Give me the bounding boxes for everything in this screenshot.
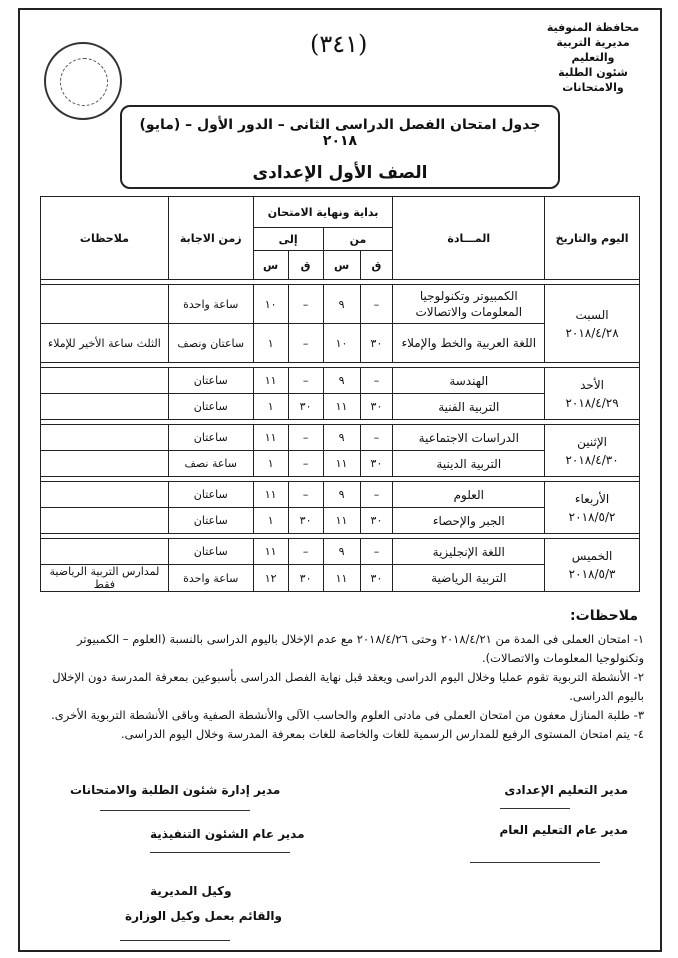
to-s-cell: ١١ bbox=[253, 425, 288, 451]
signature-mark bbox=[100, 810, 250, 811]
header-to-s: س bbox=[253, 251, 288, 280]
duration-cell: ساعتان bbox=[168, 508, 253, 534]
from-q-cell: ٣٠ bbox=[360, 394, 393, 420]
duration-cell: ساعة نصف bbox=[168, 451, 253, 477]
day-date: ٢٠١٨/٥/٣ bbox=[568, 567, 616, 581]
header-day: اليوم والتاريخ bbox=[545, 197, 640, 280]
to-q-cell: – bbox=[288, 425, 323, 451]
subject-cell: التربية الدينية bbox=[393, 451, 545, 477]
page-number: (٣٤١) bbox=[310, 30, 368, 58]
from-q-cell: – bbox=[360, 285, 393, 324]
from-q-cell: ٣٠ bbox=[360, 565, 393, 592]
from-q-cell: – bbox=[360, 425, 393, 451]
emblem-icon bbox=[44, 42, 122, 120]
duration-cell: ساعة واحدة bbox=[168, 565, 253, 592]
from-q-cell: – bbox=[360, 539, 393, 565]
directorate-name: مديرية التربية والتعليم bbox=[556, 36, 630, 64]
subject-cell: العلوم bbox=[393, 482, 545, 508]
table-row bbox=[41, 285, 640, 324]
to-q-cell: ٣٠ bbox=[288, 394, 323, 420]
notes-cell bbox=[41, 285, 169, 324]
notes-cell bbox=[41, 451, 169, 477]
day-date: ٢٠١٨/٤/٢٩ bbox=[565, 395, 619, 410]
day-cell bbox=[545, 482, 640, 534]
to-s-cell: ١ bbox=[253, 451, 288, 477]
to-q-cell: – bbox=[288, 451, 323, 477]
day-cell bbox=[545, 368, 640, 420]
notes-title: ملاحظات: bbox=[570, 608, 638, 624]
sig-students-affairs: مدير إدارة شئون الطلبة والامتحانات bbox=[70, 783, 281, 797]
day-date: ٢٠١٨/٤/٣٠ bbox=[565, 452, 619, 467]
day-name: الأربعاء bbox=[574, 491, 610, 506]
sig-exec-director: مدير عام الشئون التنفيذية bbox=[150, 827, 305, 841]
duration-cell: ساعتان bbox=[168, 394, 253, 420]
day-cell bbox=[545, 539, 640, 592]
header-from-q: ق bbox=[360, 251, 393, 280]
note-item: ٢- الأنشطة التربوية تقوم عمليا وخلال اليوم الدراسى ويعقد قبل نهاية الفصل الدراسى بأسبوعين بمعرفة المدرسة دون الإخلال باليوم الدراسى. bbox=[52, 670, 644, 703]
from-s-cell: ٩ bbox=[323, 482, 360, 508]
header-start-end: بداية ونهاية الامتحان bbox=[253, 197, 393, 228]
day-cell bbox=[545, 285, 640, 363]
subject-cell: اللغة الإنجليزية bbox=[393, 539, 545, 565]
sig-deputy-minister: والقائم بعمل وكيل الوزارة bbox=[125, 909, 282, 923]
to-q-cell: – bbox=[288, 285, 323, 324]
header-to: إلى bbox=[253, 228, 323, 251]
schedule-body bbox=[41, 280, 640, 592]
subject-cell: الكمبيوتر وتكنولوجيا المعلومات والاتصالات bbox=[393, 285, 545, 324]
subject-cell: التربية الفنية bbox=[393, 394, 545, 420]
from-s-cell: ١١ bbox=[323, 508, 360, 534]
header-to-q: ق bbox=[288, 251, 323, 280]
subject-cell: الدراسات الاجتماعية bbox=[393, 425, 545, 451]
from-q-cell: – bbox=[360, 368, 393, 394]
signature-mark bbox=[500, 808, 570, 809]
ministry-header bbox=[538, 20, 648, 95]
signature-mark bbox=[470, 862, 600, 863]
sig-deputy: وكيل المديرية bbox=[150, 884, 232, 898]
from-s-cell: ١١ bbox=[323, 451, 360, 477]
day-name: السبت bbox=[575, 307, 609, 322]
from-s-cell: ٩ bbox=[323, 368, 360, 394]
day-date: ٢٠١٨/٥/٢ bbox=[568, 509, 616, 524]
notes-cell: لمدارس التربية الرياضية فقط bbox=[41, 565, 169, 592]
from-s-cell: ١١ bbox=[323, 394, 360, 420]
day-cell bbox=[545, 425, 640, 477]
to-q-cell: – bbox=[288, 482, 323, 508]
to-s-cell: ١ bbox=[253, 324, 288, 363]
to-s-cell: ١١ bbox=[253, 539, 288, 565]
notes-cell: الثلث ساعة الأخير للإملاء bbox=[41, 324, 169, 363]
to-q-cell: – bbox=[288, 539, 323, 565]
from-s-cell: ١١ bbox=[323, 565, 360, 592]
from-s-cell: ٩ bbox=[323, 285, 360, 324]
day-name: الأحد bbox=[580, 377, 605, 392]
duration-cell: ساعتان bbox=[168, 425, 253, 451]
sig-prep-director: مدير التعليم الإعدادى bbox=[504, 783, 628, 797]
subject-cell: الهندسة bbox=[393, 368, 545, 394]
from-q-cell: ٣٠ bbox=[360, 508, 393, 534]
to-s-cell: ١٠ bbox=[253, 285, 288, 324]
to-s-cell: ١ bbox=[253, 394, 288, 420]
notes-cell bbox=[41, 539, 169, 565]
from-s-cell: ٩ bbox=[323, 425, 360, 451]
table-row bbox=[41, 425, 640, 451]
duration-cell: ساعتان ونصف bbox=[168, 324, 253, 363]
table-row bbox=[41, 539, 640, 565]
duration-cell: ساعتان bbox=[168, 539, 253, 565]
subject-cell: اللغة العربية والخط والإملاء bbox=[393, 324, 545, 363]
to-q-cell: ٣٠ bbox=[288, 565, 323, 592]
exam-schedule-table bbox=[40, 196, 640, 592]
duration-cell: ساعتان bbox=[168, 482, 253, 508]
day-date: ٢٠١٨/٤/٢٨ bbox=[565, 325, 619, 340]
grade-title: الصف الأول الإعدادى bbox=[252, 163, 428, 183]
to-q-cell: – bbox=[288, 324, 323, 363]
note-item: ١- امتحان العملى فى المدة من ٢٠١٨/٤/٢١ وحتى ٢٠١٨/٤/٢٦ مع عدم الإخلال باليوم الدراسى بالنسبة (العلوم – الكمبيوتر وتكنولوجيا المعلومات والاتصالات). bbox=[77, 632, 644, 665]
exam-title: جدول امتحان الفصل الدراسى الثانى – الدور الأول – (مايو) ٢٠١٨ bbox=[139, 117, 541, 149]
from-q-cell: ٣٠ bbox=[360, 451, 393, 477]
header-duration: زمن الاجابة bbox=[168, 197, 253, 280]
department-name: شئون الطلبة والامتحانات bbox=[558, 66, 628, 94]
to-s-cell: ١١ bbox=[253, 368, 288, 394]
notes-cell bbox=[41, 482, 169, 508]
subject-cell: الجبر والإحصاء bbox=[393, 508, 545, 534]
to-q-cell: ٣٠ bbox=[288, 508, 323, 534]
notes-cell bbox=[41, 508, 169, 534]
header-subject: المـــادة bbox=[393, 197, 545, 280]
title-box bbox=[120, 105, 560, 189]
duration-cell: ساعة واحدة bbox=[168, 285, 253, 324]
table-row bbox=[41, 482, 640, 508]
from-s-cell: ٩ bbox=[323, 539, 360, 565]
signature-mark bbox=[150, 852, 290, 853]
note-item: ٤- يتم امتحان المستوى الرفيع للمدارس الرسمية للغات والخاصة للغات بمعرفة المدرسة وخلال اليوم الدراسى. bbox=[120, 727, 644, 741]
header-from: من bbox=[323, 228, 393, 251]
to-s-cell: ١٢ bbox=[253, 565, 288, 592]
table-row bbox=[41, 368, 640, 394]
day-name: الخميس bbox=[571, 549, 613, 563]
notes-cell bbox=[41, 368, 169, 394]
sig-general-director: مدير عام التعليم العام bbox=[499, 823, 628, 837]
subject-cell: التربية الرياضية bbox=[393, 565, 545, 592]
day-name: الإثنين bbox=[577, 434, 608, 449]
to-q-cell: – bbox=[288, 368, 323, 394]
notes-cell bbox=[41, 425, 169, 451]
from-q-cell: – bbox=[360, 482, 393, 508]
governorate-name: محافظة المنوفية bbox=[546, 21, 640, 34]
notes-list bbox=[36, 630, 644, 744]
note-item: ٣- طلبة المنازل معفون من امتحان العملى فى مادتى العلوم والحاسب الآلى والأنشطة الصفية وباقى الأنشطة التربوية الأخرى. bbox=[51, 708, 644, 722]
signature-mark bbox=[120, 940, 230, 941]
to-s-cell: ١ bbox=[253, 508, 288, 534]
from-s-cell: ١٠ bbox=[323, 324, 360, 363]
header-notes: ملاحظات bbox=[41, 197, 169, 280]
from-q-cell: ٣٠ bbox=[360, 324, 393, 363]
header-from-s: س bbox=[323, 251, 360, 280]
notes-cell bbox=[41, 394, 169, 420]
duration-cell: ساعتان bbox=[168, 368, 253, 394]
to-s-cell: ١١ bbox=[253, 482, 288, 508]
